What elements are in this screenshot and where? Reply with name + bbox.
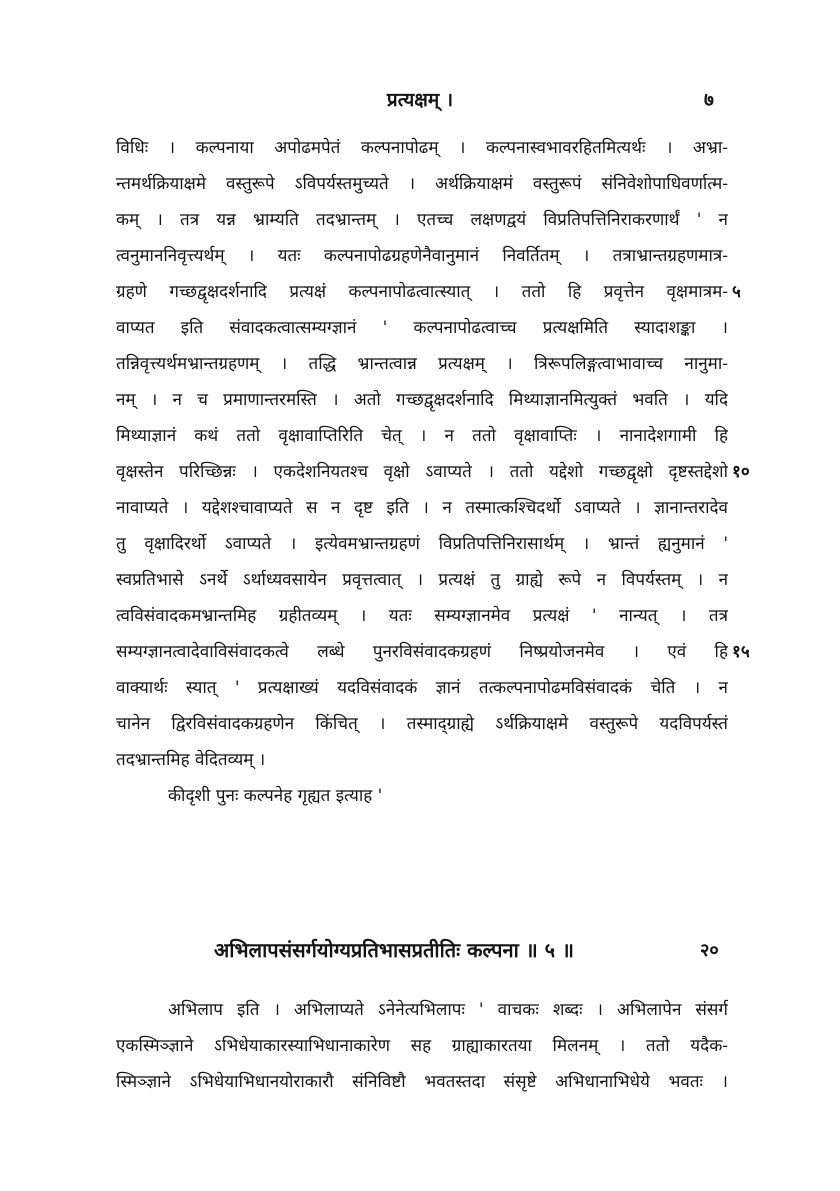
text-line: चानेन द्विरविसंवादकग्रहणेन किंचित् । तस्माद्ग्राह्ये ऽर्थक्रियाक्षमे वस्तुरूपे यदविपर्यस्तं xyxy=(116,714,728,734)
commentary-line: स्मिञ्ज्ञाने ऽभिधेयाभिधानयोराकारौ संनिविष्टौ भवतस्तदा संसृष्टे अभिधानाभिधेये भवतः । xyxy=(116,1072,728,1092)
text-line: स्वप्रतिभासे ऽनर्थे ऽर्थाध्यवसायेन प्रवृत्तत्वात् । प्रत्यक्षं तु ग्राह्ये रूपे न विपर्यस्तम् । न xyxy=(116,570,728,590)
text-line: नावाप्यते । यद्देशश्चावाप्यते स न दृष्ट इति । न तस्मात्कश्चिदर्थो ऽवाप्यते । ज्ञानान्तरादेव xyxy=(116,498,728,518)
text-line: वाक्यार्थः स्यात् ' प्रत्यक्षाख्यं यदविसंवादकं ज्ञानं तत्कल्पनापोढमविसंवादकं चेति । न xyxy=(116,678,728,698)
text-line: कम् । तत्र यन्न भ्राम्यति तदभ्रान्तम् । एतच्च लक्षणद्वयं विप्रतिपत्तिनिराकरणार्थं ' न xyxy=(116,210,728,230)
page-number: ७ xyxy=(704,89,714,111)
text-line: तदभ्रान्तमिह वेदितव्यम् । xyxy=(116,750,266,770)
running-header: प्रत्यक्षम् । xyxy=(386,89,454,111)
sutra-line-number: २० xyxy=(700,940,719,961)
text-line: वृक्षस्तेन परिच्छिन्नः । एकदेशनियतश्च वृक्षो ऽवाप्यते । ततो यद्देशो गच्छद्वृक्षो दृष्टस्तद्देशो xyxy=(116,462,728,482)
text-line: सम्यग्ज्ञानत्वादेवाविसंवादकत्वे लब्धे पुनरविसंवादकग्रहणं निष्प्रयोजनमेव । एवं हि xyxy=(116,642,728,662)
text-line: नम् । न च प्रमाणान्तरमस्ति । अतो गच्छद्वृक्षदर्शनादि मिथ्याज्ञानमित्युक्तं भवति । यदि xyxy=(116,390,728,410)
question-line: कीदृशी पुनः कल्पनेह गृह्यत इत्याह ' xyxy=(168,786,383,806)
text-line: न्तमर्थक्रियाक्षमे वस्तुरूपे ऽविपर्यस्तमुच्यते । अर्थक्रियाक्षमं वस्तुरूपं संनिवेशोपाधिवर्णात्म- xyxy=(116,174,728,194)
text-line: तन्निवृत्त्यर्थमभ्रान्तग्रहणम् । तद्धि भ्रान्तत्वान्न प्रत्यक्षम् । त्रिरूपलिङ्गत्वाभावाच्च नानुमा- xyxy=(116,354,728,374)
text-line: विधिः । कल्पनाया अपोढमपेतं कल्पनापोढम् । कल्पनास्वभावरहितमित्यर्थः । अभ्रा- xyxy=(116,138,728,158)
text-line: त्वविसंवादकमभ्रान्तमिह ग्रहीतव्यम् । यतः सम्यग्ज्ञानमेव प्रत्यक्षं ' नान्यत् । तत्र xyxy=(116,606,728,626)
commentary-line: एकस्मिञ्ज्ञाने ऽभिधेयाकारस्याभिधानाकारेण सह ग्राह्याकारतया मिलनम् । ततो यदैक- xyxy=(116,1036,728,1056)
line-number: ५ xyxy=(732,282,741,302)
line-number: १५ xyxy=(732,642,750,662)
commentary-line: अभिलाप इति । अभिलाप्यते ऽनेनेत्यभिलापः ' वाचकः शब्दः । अभिलापेन संसर्ग xyxy=(168,1000,728,1020)
line-number: १० xyxy=(732,462,750,482)
text-line: वाप्यत इति संवादकत्वात्सम्यग्ज्ञानं ' कल्पनापोढत्वाच्च प्रत्यक्षमिति स्यादाशङ्का । xyxy=(116,318,728,338)
text-line: तु वृक्षादिरर्थो ऽवाप्यते । इत्येवमभ्रान्तग्रहणं विप्रतिपत्तिनिरासार्थम् । भ्रान्तं ह्यनुमानं ' xyxy=(116,534,728,554)
text-line: मिथ्याज्ञानं कथं ततो वृक्षावाप्तिरिति चेत् । न ततो वृक्षावाप्तिः । नानादेशगामी हि xyxy=(116,426,728,446)
sutra-verse: अभिलापसंसर्गयोग्यप्रतिभासप्रतीतिः कल्पना ॥ ५ ॥ xyxy=(214,938,575,962)
text-line: ग्रहणे गच्छद्वृक्षदर्शनादि प्रत्यक्षं कल्पनापोढत्वात्स्यात् । ततो हि प्रवृत्तेन वृक्षमात्रम- xyxy=(116,282,728,302)
text-line: त्वनुमाननिवृत्त्यर्थम् । यतः कल्पनापोढग्रहणेनैवानुमानं निवर्तितम् । तत्राभ्रान्तग्रहणमात्र- xyxy=(116,246,728,266)
